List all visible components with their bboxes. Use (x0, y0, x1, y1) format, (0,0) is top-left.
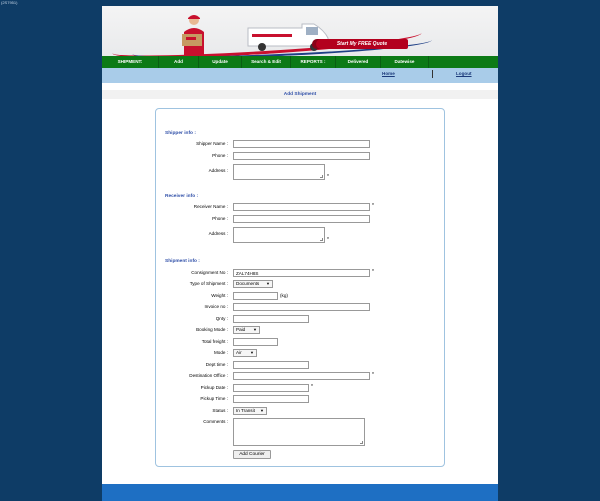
dept-time-input[interactable] (233, 361, 309, 369)
mode-value: Air (236, 350, 242, 355)
required-mark: * (327, 174, 329, 180)
shipment-type-label: Type of Shipment : (189, 281, 228, 286)
total-freight-input[interactable] (233, 338, 278, 346)
mode-label: Mode : (213, 350, 228, 355)
pickup-time-input[interactable] (233, 395, 309, 403)
comments-row (156, 418, 446, 446)
weight-unit: (kg) (280, 293, 288, 298)
main-nav-bar (102, 56, 498, 68)
chevron-down-icon: ▼ (253, 327, 257, 332)
pickup-time-label: Pickup Time : (200, 396, 228, 401)
free-quote-button[interactable]: Start My FREE Quote (316, 39, 408, 49)
shipment-type-value: Documents (236, 281, 260, 286)
status-value: In Transit (236, 408, 255, 413)
pickup-time-row (156, 395, 446, 405)
page-container (102, 6, 498, 501)
corner-text: (2S7951) (1, 0, 18, 5)
resize-grip-icon[interactable] (320, 175, 323, 178)
add-courier-button[interactable]: Add Courier (233, 450, 271, 459)
header-banner (102, 6, 498, 56)
booking-mode-value: Paid (236, 327, 246, 332)
shipment-type-select[interactable] (233, 280, 273, 288)
required-mark: * (372, 203, 374, 209)
receiver-phone-label: Phone : (212, 216, 228, 221)
receiver-address-row (156, 227, 446, 243)
receiver-section-heading: Receiver info : (165, 194, 199, 199)
shipper-address-textarea[interactable] (233, 164, 325, 180)
chevron-down-icon: ▼ (266, 281, 270, 286)
receiver-name-row (156, 203, 446, 213)
shipper-name-row (156, 140, 446, 150)
status-label: Status : (212, 408, 228, 413)
required-mark: * (327, 237, 329, 243)
invoice-label: Invoice no : (204, 304, 228, 309)
shipper-name-input[interactable] (233, 140, 370, 148)
nav-add[interactable]: Add (159, 56, 199, 68)
qnty-row (156, 315, 446, 325)
weight-label: Weight : (211, 293, 228, 298)
logout-link[interactable]: Logout (456, 71, 472, 76)
qnty-input[interactable] (233, 315, 309, 323)
mode-row (156, 349, 446, 359)
booking-mode-row (156, 326, 446, 336)
resize-grip-icon[interactable] (360, 441, 363, 444)
consignment-row (156, 269, 446, 279)
receiver-name-input[interactable] (233, 203, 370, 211)
shipper-name-label: Shipper Name : (196, 141, 228, 146)
required-mark: * (372, 372, 374, 378)
status-select[interactable] (233, 407, 267, 415)
shipment-type-row (156, 280, 446, 290)
pickup-date-label: Pickup Date : (200, 385, 228, 390)
nav-delivered[interactable]: Delivered (336, 56, 381, 68)
total-freight-label: Total freight : (201, 339, 228, 344)
qnty-label: Qnty : (215, 316, 228, 321)
total-freight-row (156, 338, 446, 348)
shipper-address-label: Address : (208, 168, 228, 173)
status-row (156, 407, 446, 417)
receiver-phone-input[interactable] (233, 215, 370, 223)
chevron-down-icon: ▼ (260, 408, 264, 413)
shipper-address-row (156, 164, 446, 180)
shipper-phone-label: Phone : (212, 153, 228, 158)
dept-time-row (156, 361, 446, 371)
pickup-date-row (156, 384, 446, 394)
nav-shipment-heading: SHIPMENT: (102, 56, 159, 68)
invoice-row (156, 303, 446, 313)
shipment-section-heading: Shipment info : (165, 259, 200, 264)
booking-mode-label: Booking Mode : (196, 327, 228, 332)
weight-input[interactable] (233, 292, 278, 300)
mode-select[interactable] (233, 349, 257, 357)
sub-nav-bar (102, 68, 498, 83)
receiver-address-textarea[interactable] (233, 227, 325, 243)
comments-label: Comments : (203, 419, 228, 424)
receiver-address-label: Address : (208, 231, 228, 236)
consignment-input[interactable] (233, 269, 370, 277)
page-title: Add Shipment (102, 90, 498, 99)
resize-grip-icon[interactable] (320, 238, 323, 241)
destination-input[interactable] (233, 372, 370, 380)
chevron-down-icon: ▼ (250, 350, 254, 355)
weight-row (156, 292, 446, 302)
nav-reports-heading: REPORTS : (291, 56, 336, 68)
required-mark: * (311, 384, 313, 390)
shipment-form (155, 108, 445, 467)
comments-textarea[interactable] (233, 418, 365, 446)
nav-datewise[interactable]: Datewise (381, 56, 429, 68)
receiver-name-label: Receiver Name : (193, 204, 228, 209)
destination-label: Destination Office : (189, 373, 228, 378)
required-mark: * (372, 269, 374, 275)
destination-row (156, 372, 446, 382)
invoice-input[interactable] (233, 303, 370, 311)
receiver-phone-row (156, 215, 446, 225)
courier-person-icon (172, 12, 212, 56)
home-link[interactable]: Home (382, 71, 395, 76)
link-separator (432, 70, 433, 78)
shipper-section-heading: Shipper info : (165, 131, 196, 136)
footer-bar (102, 484, 498, 501)
pickup-date-input[interactable] (233, 384, 309, 392)
dept-time-label: Dept time : (205, 362, 228, 367)
booking-mode-select[interactable] (233, 326, 260, 334)
shipper-phone-row (156, 152, 446, 162)
nav-search-edit[interactable]: Search & Edit (242, 56, 291, 68)
shipper-phone-input[interactable] (233, 152, 370, 160)
consignment-label: Consignment No : (191, 270, 228, 275)
nav-update[interactable]: Update (199, 56, 242, 68)
